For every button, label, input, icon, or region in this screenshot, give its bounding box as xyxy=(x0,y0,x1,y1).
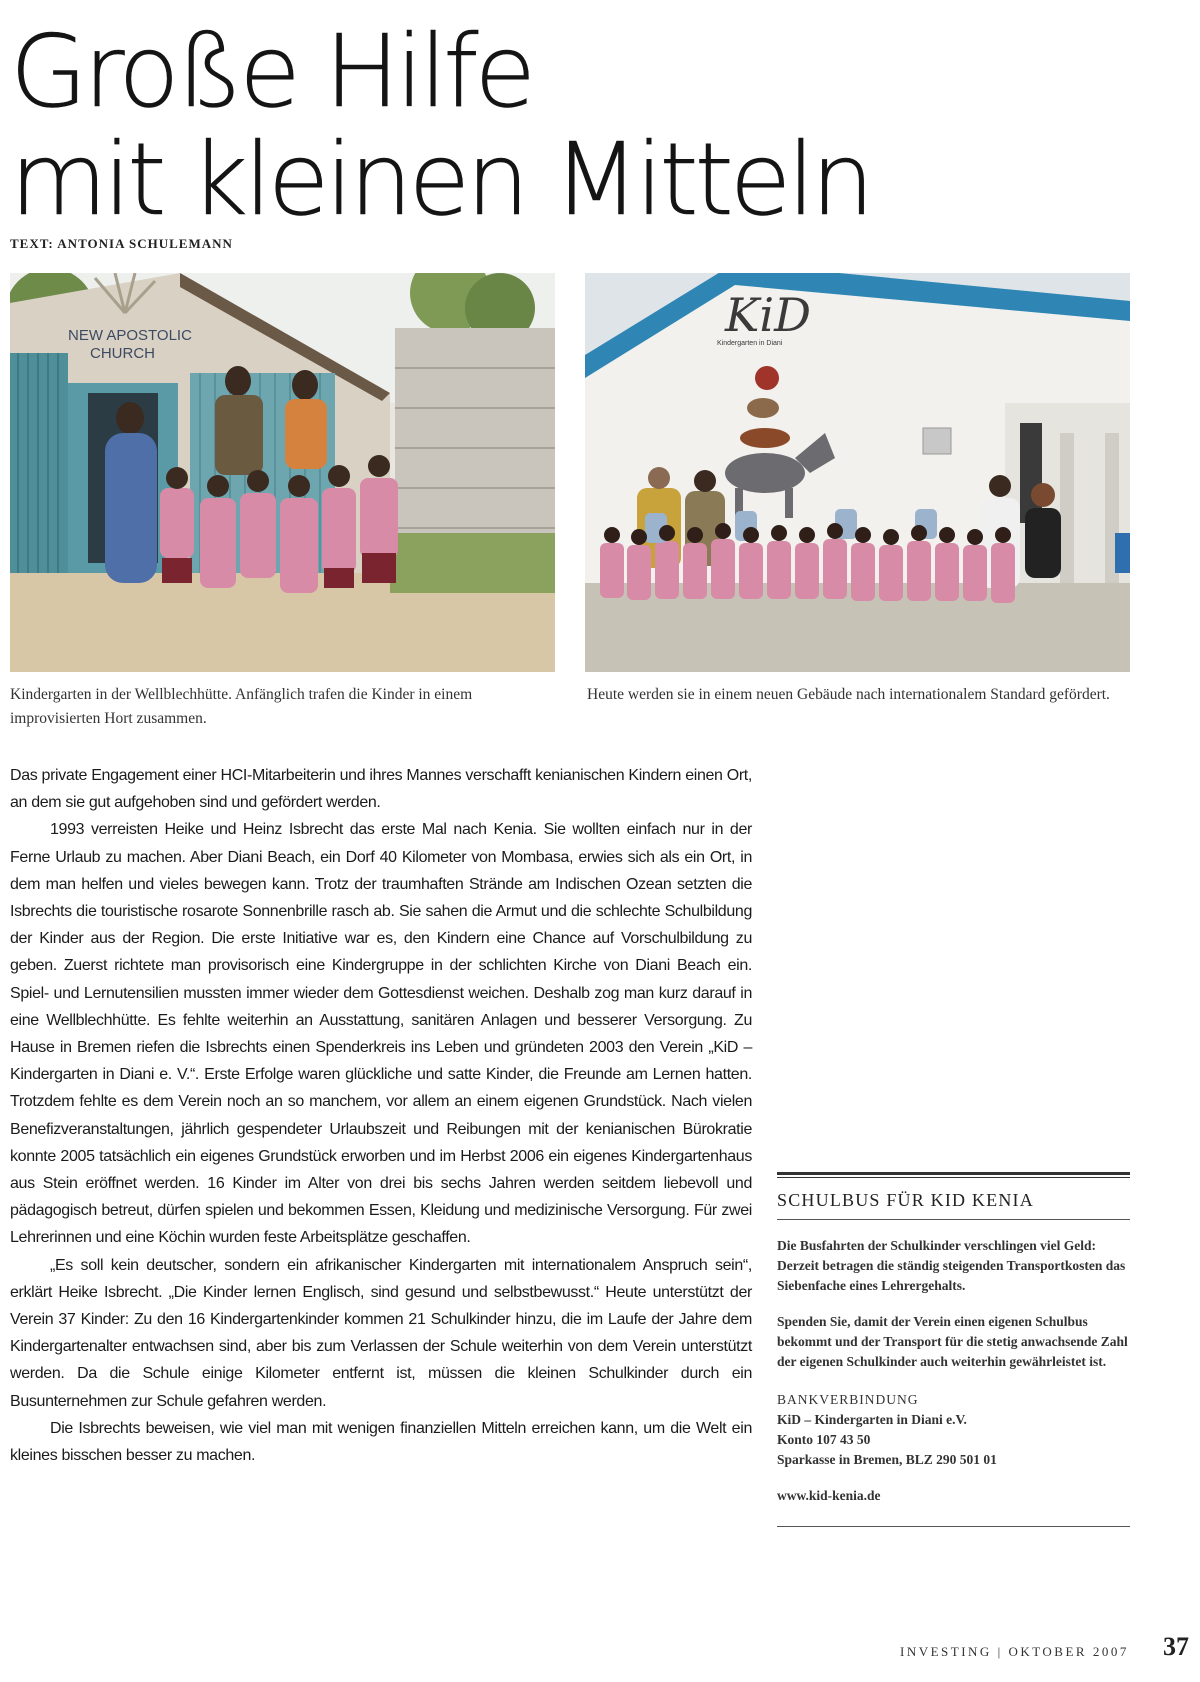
church-sign-line-2: CHURCH xyxy=(90,345,155,362)
bank-account: Konto 107 43 50 xyxy=(777,1432,871,1447)
kid-logo-subtitle: Kindergarten in Diani xyxy=(717,340,783,347)
photo-tin-church-image xyxy=(10,273,555,672)
bank-institution: Sparkasse in Bremen, BLZ 290 501 01 xyxy=(777,1452,997,1467)
article-body xyxy=(10,762,752,1469)
sidebar-bottom-rule xyxy=(777,1526,1130,1527)
body-paragraph: „Es soll kein deutscher, sondern ein afrikanischer Kindergarten mit internationalem Anspruch sein“, erklärt Heike Isbrecht. „Die Kinder lernen Englisch, sind gesund und selbstbewusst.“ Heute unterstützt der Verein 37 Kinder: Zu den 16 Kindergartenkinder kommen 21 Schulkinder hinzu, die im Laufe der Jahre dem Kindergartenalter entwachsen sind, aber bis zum Verlassen der Schule weiterhin von dem Verein unterstützt werden. Da die Schule einige Kilometer entfernt ist, müssen die kleinen Schulkinder durch ein Busunternehmen zur Schule gefahren werden. xyxy=(10,1256,752,1410)
photo-caption-right: Heute werden sie in einem neuen Gebäude nach internationalem Standard gefördert. xyxy=(587,686,1110,703)
title-line-2: mit kleinen Mitteln xyxy=(10,121,871,238)
byline: TEXT: ANTONIA SCHULEMANN xyxy=(10,236,233,251)
issue-date: OKTOBER 2007 xyxy=(1008,1644,1129,1659)
photo-caption-left: Kindergarten in der Wellblechhütte. Anfänglich trafen die Kinder in einem improvisierten Hort zusammen. xyxy=(10,686,473,727)
body-paragraph: 1993 verreisten Heike und Heinz Isbrecht das erste Mal nach Kenia. Sie wollten einfach nur in der Ferne Urlaub zu machen. Aber Diani Beach, ein Dorf 40 Kilometer von Mombasa, erwies sich als ein Ort, in dem man helfen und vieles bewegen kann. Trotz der traumhaften Strände am Indischen Ozean setzten die Isbrechts die touristische rosarote Sonnenbrille rasch ab. Sie sahen die Armut und die schlechte Schulbildung der Kinder aus der Region. Die erste Initiative war es, den Kindern eine Chance auf Vorschulbildung zu geben. Zuerst richtete man provisorisch eine Kindergruppe in der schlichten Kirche von Diani Beach ein. Spiel- und Lernutensilien mussten immer wieder dem Gottesdienst weichen. Deshalb zog man kurz darauf in eine Wellblechhütte. Es fehlte weiterhin an Ausstattung, sanitären Anlagen und besserer Versorgung. Zu Hause in Bremen riefen die Isbrechts einen Spenderkreis ins Leben und gründeten 2003 den Verein „KiD – Kindergarten in Diani e. V.“. Erste Erfolge waren glückliche und satte Kinder, die Freunde am Lernen hatten. Trotzdem fehlte es dem Verein noch an so manchem, vor allem an einem eigenen Grundstück. Nach vielen Benefizveranstaltungen, jährlich gespendeter Urlaubszeit und Reibungen mit der kenianischen Bürokratie konnte 2005 tatsächlich ein eigenes Grundstück erworben und im Herbst 2006 ein eigenes Kindergartenhaus aus Stein eröffnet werden. 16 Kinder im Alter von drei bis sechs Jahren werden seitdem liebevoll und pädagogisch betreut, dürfen spielen und bekommen Essen, Kleidung und medizinische Versorgung. Für zwei Lehrerinnen und eine Köchin wurden feste Arbeitsplätze geschaffen. xyxy=(10,821,752,1247)
sidebar-text-2: Spenden Sie, damit der Verein einen eigenen Schulbus bekommt und der Transport für die stetig anwachsende Zahl der eigenen Schulkinder auch weiterhin gewährleistet ist. xyxy=(777,1314,1128,1369)
title-line-1: Große Hilfe xyxy=(10,13,533,130)
body-paragraph: Das private Engagement einer HCI-Mitarbeiterin und ihres Mannes verschafft kenianischen Kindern einen Ort, an dem sie gut aufgehoben sind und gefördert werden. xyxy=(10,767,752,812)
sidebar-text-1: Die Busfahrten der Schulkinder verschlingen viel Geld: Derzeit betragen die ständig steigenden Transportkosten das Siebenfache eines Lehrergehalts. xyxy=(777,1238,1126,1293)
bank-heading: BANKVERBINDUNG xyxy=(777,1392,919,1407)
sidebar-top-rule xyxy=(777,1172,1130,1178)
photo-tin-church xyxy=(10,273,555,672)
sidebar-box-schulbus xyxy=(777,1172,1130,1527)
website-link[interactable]: www.kid-kenia.de xyxy=(777,1488,881,1503)
church-sign-line-1: NEW APOSTOLIC xyxy=(68,327,192,344)
page-footer xyxy=(900,1644,1129,1660)
page-number: 37 xyxy=(1163,1632,1189,1661)
article-title xyxy=(10,13,1010,238)
kid-logo: KiD xyxy=(725,288,811,342)
magazine-name: INVESTING xyxy=(900,1644,992,1659)
body-paragraph: Die Isbrechts beweisen, wie viel man mit wenigen finanziellen Mitteln erreichen kann, um die Welt ein kleines bisschen besser zu machen. xyxy=(10,1419,752,1465)
photo-new-kindergarten xyxy=(585,273,1130,672)
photo-new-kindergarten-image xyxy=(585,273,1130,672)
bank-name: KiD – Kindergarten in Diani e.V. xyxy=(777,1412,967,1427)
sidebar-title: SCHULBUS FÜR KID KENIA xyxy=(777,1190,1034,1210)
footer-separator: | xyxy=(997,1644,1003,1659)
sidebar-rule xyxy=(777,1219,1130,1220)
